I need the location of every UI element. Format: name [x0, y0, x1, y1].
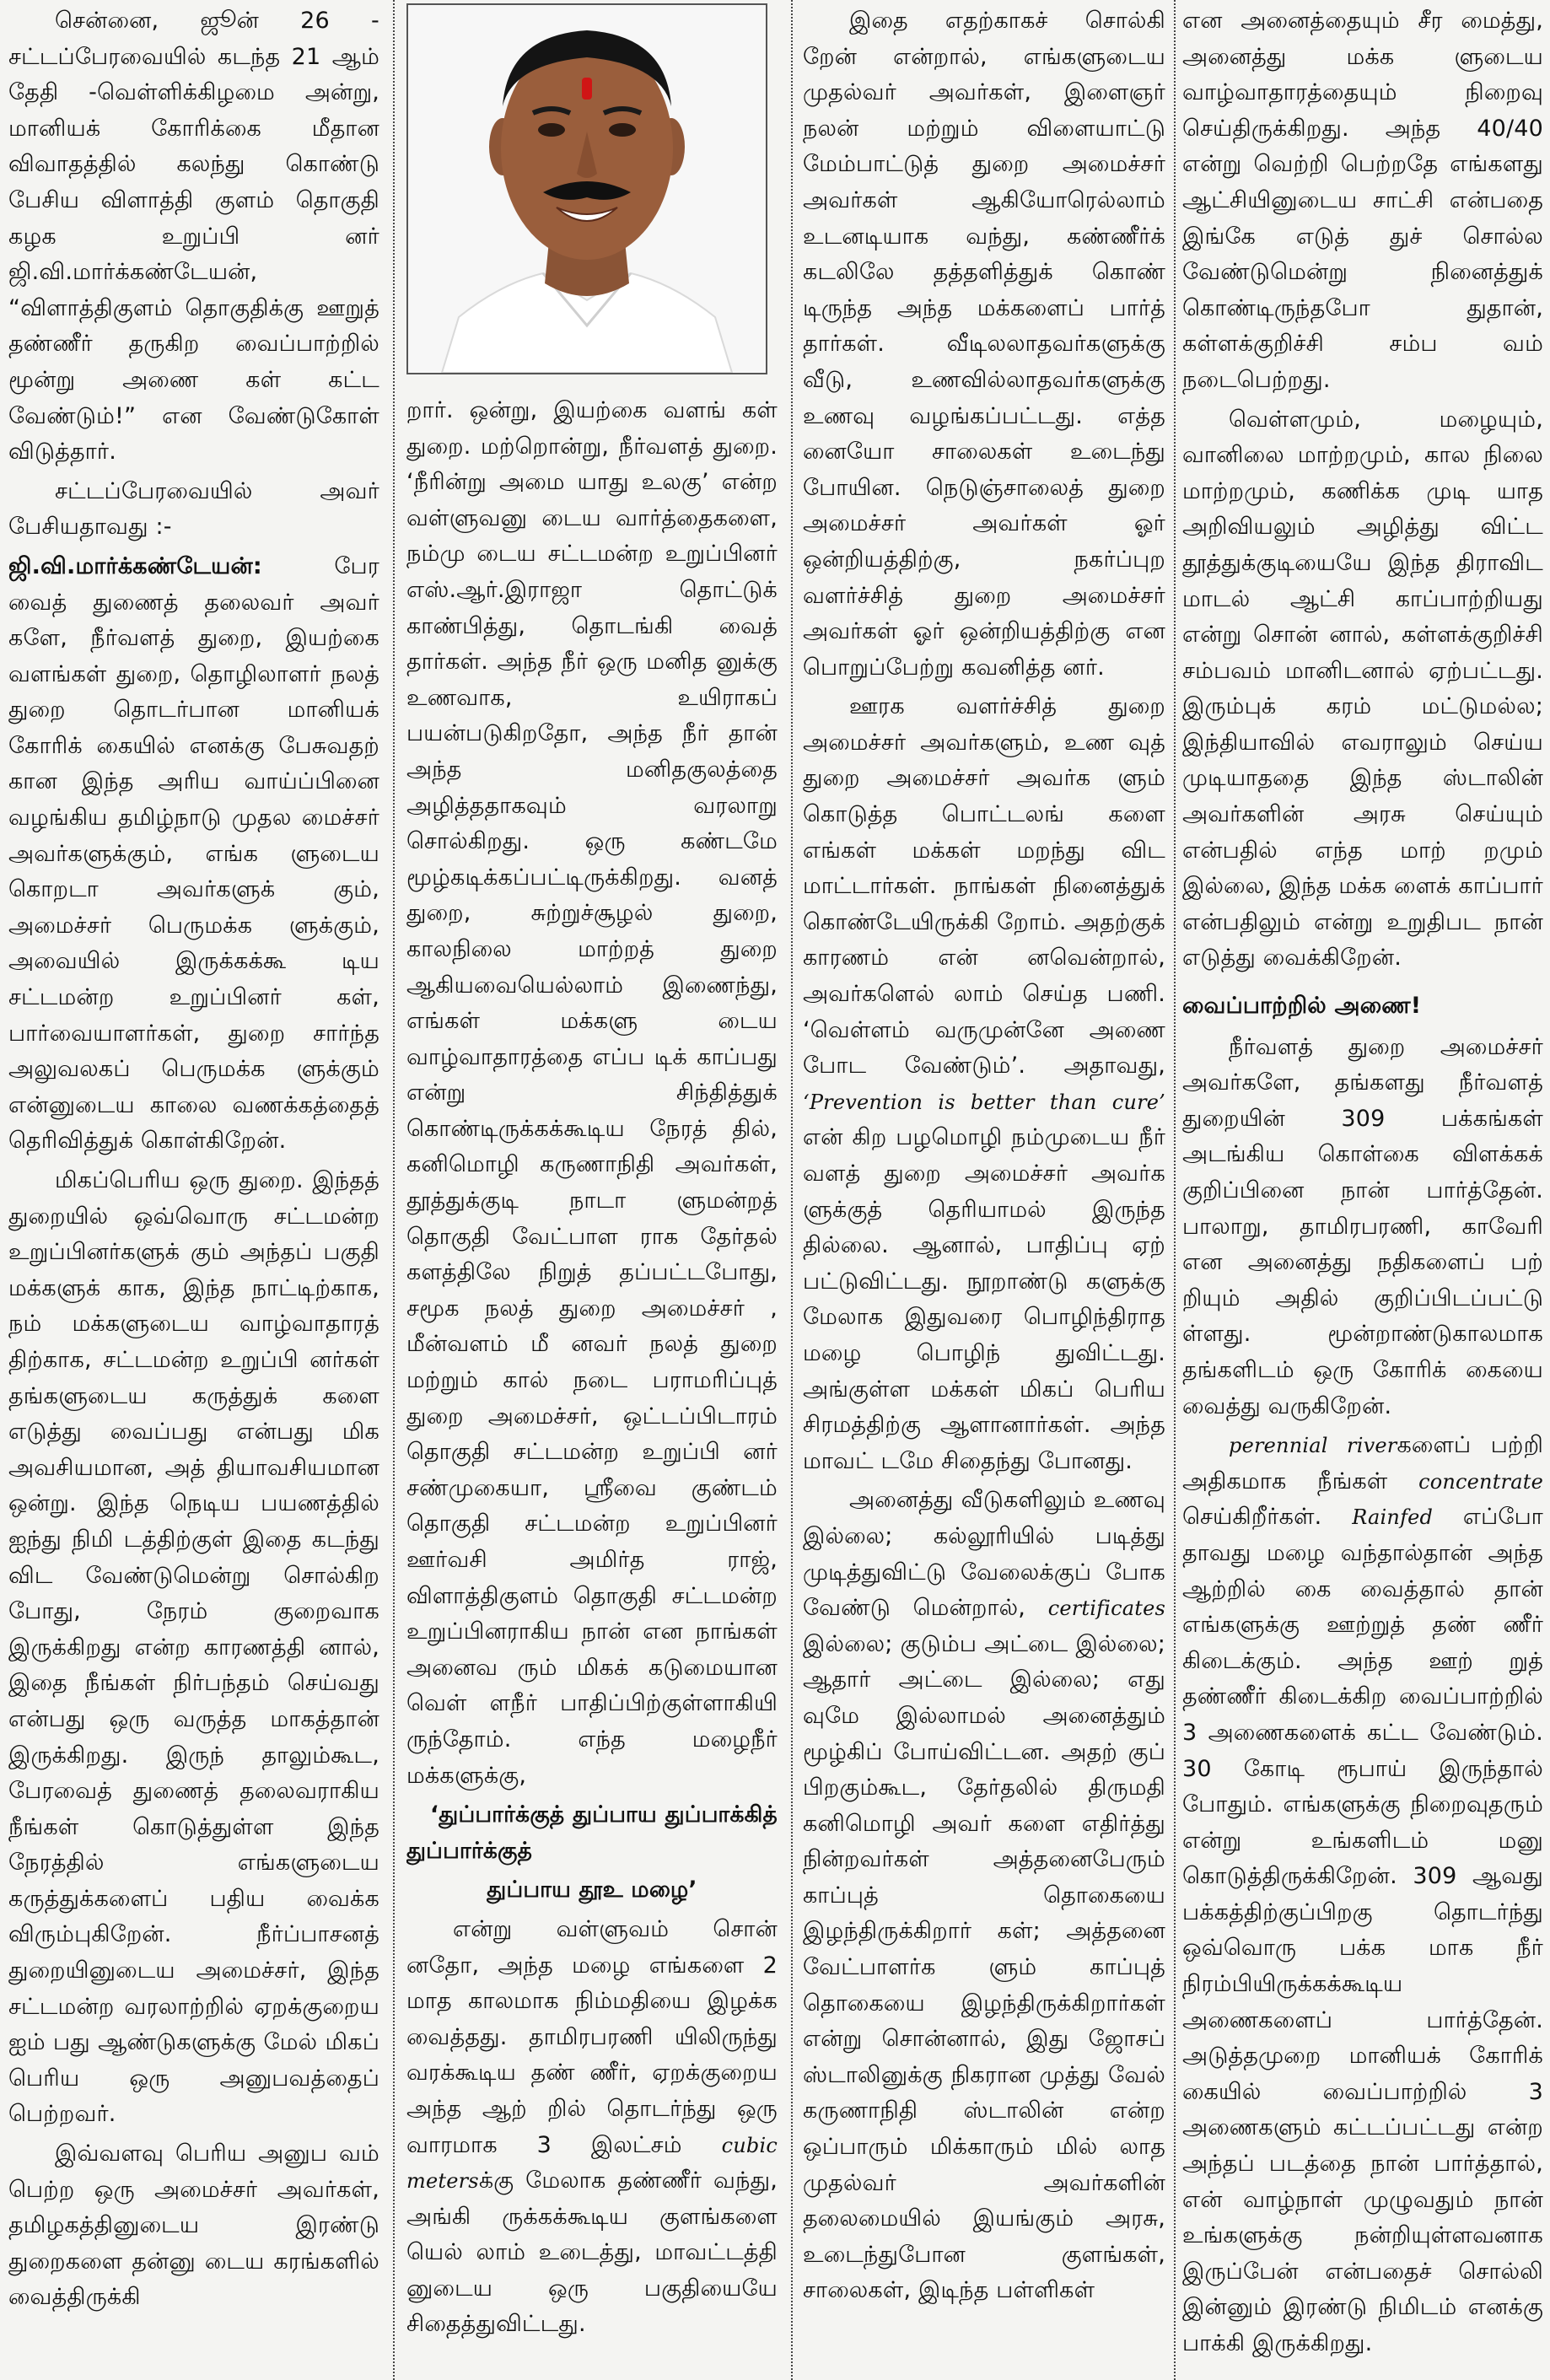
paragraph-text: என்று வள்ளுவம் சொன் னதோ, அந்த மழை எங்களை 2 மாத காலமாக நிம்மதியை இழக்க வைத்தது. தாமிரபரணி யிலிருந்து வரக்கூடிய தண் ணீர், ஏறக்குறைய அந்த ஆற் றில் தொடர்ந்து ஒரு வாரமாக 3 இலட்சம் — [406, 1915, 778, 2158]
column-separator — [1174, 0, 1176, 2380]
paragraph-text: இல்லை; குடும்ப அட்டை இல்லை; ஆதார் அட்டை இல்லை; எது வுமே இல்லாமல் அனைத்தும் மூழ்கிப் போய்விட்டன. அதற் குப் பிறகும்கூட, தேர்தலில் திருமதி கனிமொழி அவர் களை எதிர்த்து நின்றவர்கள் அத்தனைபேரும் காப்புத் தொகையை இழந்திருக்கிறார் கள்; அத்தனை வேட்பாளர்க ளும் காப்புத் தொகையை இழந்திருக்கிறார்கள் என்று சொன்னால், இது ஜோசப் ஸ்டாலினுக்கு நிகரான முத்து வேல் கருணாநிதி ஸ்டாலின் என்ற ஒப்பாரும் மிக்காரும் மில் லாத முதல்வர் அவர்களின் தலைமையில் இயங்கும் அரசு, உடைந்துபோன குளங்கள், சாலைகள், இடிந்த பள்ளிகள் — [803, 1630, 1165, 2304]
paragraph: நீர்வளத் துறை அமைச்சர் அவர்களே, தங்களது நீர்வளத் துறையின் 309 பக்கங்கள் அடங்கிய கொள்கை விளக்கக் குறிப்பினை நான் பார்த்தேன். பாலாறு, தாமிரபரணி, காவேரி என அனைத்து நதிகளைப் பற் றியும் அதில் குறிப்பிடப்பட்டு ள்ளது. மூன்றாண்டுகாலமாக தங்களிடம் ஒரு கோரிக் கையை வைத்து வருகிறேன். — [1182, 1033, 1543, 1419]
column-separator — [393, 0, 395, 2380]
paragraph-text: ஊரக வளர்ச்சித் துறை அமைச்சர் அவர்களும், உண வுத் துறை அமைச்சர் அவர்க ளும் கொடுத்த பொட்டலங் களை எங்கள் மக்கள் மறந்து விட மாட்டார்கள். நாங்கள் நினைத்துக் கொண்டேயிருக்கி றோம். அதற்குக் காரணம் என் னவென்றால், அவர்களெல் லாம் செய்த பணி. ‘வெள்ளம் வருமுன்னே அணை போட வேண்டும்’. அதாவது, — [803, 693, 1165, 1080]
paragraph — [803, 689, 1165, 1479]
paragraph: இதை எதற்காகச் சொல்கி றேன் என்றால், எங்களுடைய முதல்வர் அவர்கள், இளைஞர் நலன் மற்றும் விளையாட்டு மேம்பாட்டுத் துறை அமைச்சர் அவர்கள் ஆகியோரெல்லாம் உடனடியாக வந்து, கண்ணீர்க் கடலிலே தத்தளித்துக் கொண் டிருந்த அந்த மக்களைப் பார்த் தார்கள். வீடிலலாதவர்களுக்கு வீடு, உணவில்லாதவர்களுக்கு உணவு வழங்கப்பட்டது. எத்த னையோ சாலைகள் உடைந்து போயின. நெடுஞ்சாலைத் துறை அமைச்சர் அவர்கள் ஓர் ஒன்றியத்திற்கு, நகர்ப்புற வளர்ச்சித் துறை அமைச்சர் அவர்கள் ஓர் ஒன்றியத்திற்கு என பொறுப்பேற்று கவனித்த னர். — [803, 8, 1165, 681]
paragraph-text: என் கிற பழமொழி நம்முடைய நீர் வளத் துறை அமைச்சர் அவர்க ளுக்குத் தெரியாமல் இருந்த தில்லை. ஆனால், பாதிப்பு ஏற் பட்டுவிட்டது. நூறாண்டு களுக்கு மேலாக இதுவரை பொழிந்திராத மழை பொழிந் துவிட்டது. அங்குள்ள மக்கள் மிகப் பெரிய சிரமத்திற்கு ஆளானார்கள். அந்த மாவட் டமே சிதைந்து போனது. — [803, 1124, 1165, 1474]
paragraph: என அனைத்தையும் சீர மைத்து, அனைத்து மக்க ளுடைய வாழ்வாதாரத்தையும் நிறைவு செய்திருக்கிறது. அந்த 40/40 என்று வெற்றி பெற்றதே எங்களது ஆட்சியினுடைய சாட்சி என்பதை இங்கே எடுத் துச் சொல்ல வேண்டுமென்று நினைத்துக் கொண்டிருந்தபோ துதான், கள்ளக்குறிச்சி சம்ப வம் நடைபெற்றது. — [1182, 8, 1543, 393]
english-term: perennial river — [1229, 1434, 1397, 1458]
speech-text: பேர வைத் துணைத் தலைவர் அவர் களே, நீர்வளத் துறை, இயற்கை வளங்கள் துறை, தொழிலாளர் நலத் துறை தொடர்பான மானியக் கோரிக் கையில் எனக்கு பேசுவதற் கான இந்த அரிய வாய்ப்பினை வழங்கிய தமிழ்நாடு முதல மைச்சர் அவர்களுக்கும், எங்க ளுடைய கொறடா அவர்களுக் கும், அமைச்சர் பெருமக்க ளுக்கும், அவையில் இருக்கக்கூ டிய சட்டமன்ற உறுப்பினர் கள், பார்வையாளர்கள், துறை சார்ந்த அலுவலகப் பெருமக்க ளுக்கும் என்னுடைய காலை வணக்கத்தைத் தெரிவித்துக் கொள்கிறேன். — [8, 552, 379, 1155]
english-term: certificates — [1047, 1597, 1165, 1621]
english-term: concentrate — [1418, 1469, 1543, 1494]
thirukkural-quote-line-1: ‘துப்பார்க்குத் துப்பாய துப்பாக்கித் துப்பார்க்குத் — [406, 1801, 778, 1864]
paragraph — [1182, 1428, 1543, 2361]
speaker-name: ஜி.வி.மார்க்கண்டேயன்: — [8, 552, 262, 579]
portrait-image — [408, 5, 766, 373]
english-proverb: ‘Prevention is better than cure’ — [803, 1090, 1165, 1114]
dateline-paragraph: சென்னை, ஜூன் 26 - சட்டப்பேரவையில் கடந்த 21 ஆம் தேதி -வெள்ளிக்கிழமை அன்று, மானியக் கோரிக்கை மீதான விவாதத்தில் கலந்து கொண்டு பேசிய விளாத்தி குளம் தொகுதி கழக உறுப்பி னர் ஜி.வி.மார்க்கண்டேயன், “விளாத்திகுளம் தொகுதிக்கு ஊறுத் தண்ணீர் தருகிற வைப்பாற்றில் மூன்று அணை கள் கட்ட வேண்டும்!” என வேண்டுகோள் விடுத்தார். — [8, 8, 379, 466]
paragraph-text: எப்போ தாவது மழை வந்தால்தான் அந்த ஆற்றில் கை வைத்தால் தான் எங்களுக்கு ஊற்றுத் தண் ணீர் கிடைக்கும். அந்த ஊற் றுத் தண்ணீர் கிடைக்கிற வைப்பாற்றில் 3 அணைகளைக் கட்ட வேண்டும். 30 கோடி ரூபாய் இருந்தால் போதும். எங்களுக்கு நிறைவுதரும் என்று உங்களிடம் மனு கொடுத்திருக்கிறேன். 309 ஆவது பக்கத்திற்குப்பிறகு தொடர்ந்து ஒவ்வொரு பக்க மாக நீர் நிரம்பியிருக்கக்கூடிய அணைகளைப் பார்த்தேன். அடுத்தமுறை மானியக் கோரிக் கையில் வைப்பாற்றில் 3 அணைகளும் கட்டப்பட்டது என்ற அந்தப் படத்தை நான் பார்த்தால், என் வாழ்நாள் முழுவதும் நான் உங்களுக்கு நன்றியுள்ளவனாக இருப்பேன் என்பதைச் சொல்லி இன்னும் இரண்டு நிமிடம் எனக்கு பாக்கி இருக்கிறது. — [1182, 1504, 1543, 2356]
speech-paragraph — [8, 549, 379, 1160]
subheading: வைப்பாற்றில் அணை! — [1182, 993, 1422, 1020]
paragraph — [406, 1912, 778, 2343]
column-separator — [791, 0, 793, 2380]
english-term: Rainfed — [1352, 1505, 1434, 1530]
paragraph-text: அனைத்து வீடுகளிலும் உணவு இல்லை; கல்லூரியில் படித்து முடித்துவிட்டு வேலைக்குப் போக வேண்டு மென்றால், — [803, 1487, 1165, 1622]
english-term: cubic meters — [406, 2133, 778, 2194]
speech-intro: சட்டப்பேரவையில் அவர் பேசியதாவது :- — [8, 477, 379, 541]
paragraph-text: செய்கிறீர்கள். — [1182, 1504, 1322, 1531]
paragraph: இவ்வளவு பெரிய அனுப வம் பெற்ற ஒரு அமைச்சர் அவர்கள், தமிழகத்தினுடைய இரண்டு துறைகளை தன்னு டைய கரங்களில் வைத்திருக்கி — [8, 2140, 379, 2311]
paragraph — [803, 1483, 1165, 2309]
speaker-photo — [406, 3, 767, 374]
column-3 — [803, 0, 1165, 2380]
column-2 — [406, 0, 778, 2380]
paragraph-text: க்கு மேலாக தண்ணீர் வந்து, அங்கி ருக்கக்கூடிய குளங்களை யெல் லாம் உடைத்து, மாவட்டத்தி னுடைய ஒரு பகுதியையே சிதைத்துவிட்டது. — [406, 2167, 778, 2338]
paragraph: றார். ஒன்று, இயற்கை வளங் கள் துறை. மற்றொன்று, நீர்வளத் துறை. ‘நீரின்று அமை யாது உலகு’ என்ற வள்ளுவனு டைய வார்த்தைகளை, நம்மு டைய சட்டமன்ற உறுப்பினர் எஸ்.ஆர்.இராஜா தொட்டுக் காண்பித்து, தொடங்கி வைத் தார்கள். அந்த நீர் ஒரு மனித னுக்கு உணவாக, உயிராகப் பயன்படுகிறதோ, அந்த நீர் தான் அந்த மனிதகுலத்தை அழித்ததாகவும் வரலாறு சொல்கிறது. ஒரு கண்டமே மூழ்கடிக்கப்பட்டிருக்கிறது. வனத் துறை, சுற்றுச்சூழல் துறை, காலநிலை மாற்றத் துறை ஆகியவையெல்லாம் இணைந்து, எங்கள் மக்களு டைய வாழ்வாதாரத்தை எப்ப டிக் காப்பது என்று சிந்தித்துக் கொண்டிருக்கக்கூடிய நேரத் தில், கனிமொழி கருணாநிதி அவர்கள், தூத்துக்குடி நாடா ளுமன்றத் தொகுதி வேட்பாள ராக தேர்தல் களத்திலே நிறுத் தப்பட்டபோது, சமூக நலத் துறை அமைச்சர் , மீன்வளம் மீ னவர் நலத் துறை மற்றும் கால் நடை பராமரிப்புத் துறை அமைச்சர், ஒட்டப்பிடாரம் தொகுதி சட்டமன்ற உறுப்பி னர் சண்முகையா, ஸ்ரீவை குண்டம் தொகுதி சட்டமன்ற உறுப்பினர் ஊர்வசி அமிர்த ராஜ், விளாத்திகுளம் தொகுதி சட்டமன்ற உறுப்பினராகிய நான் என நாங்கள் அனைவ ரும் மிகக் கடுமையான வெள் ளநீர் பாதிப்பிற்குள்ளாகியி ருந்தோம். எந்த மழைநீர் மக்களுக்கு, — [406, 397, 778, 1789]
column-1 — [8, 0, 379, 2380]
paragraph: வெள்ளமும், மழையும், வானிலை மாற்றமும், கால நிலை மாற்றமும், கணிக்க முடி யாத அறிவியலும் அழித்து விட்ட தூத்துக்குடியையே இந்த திராவிட மாடல் ஆட்சி காப்பாற்றியது என்று சொன் னால், கள்ளக்குறிச்சி சம்பவம் மானிடனால் ஏற்பட்டது. இரும்புக் கரம் மட்டுமல்ல; இந்தியாவில் எவராலும் செய்ய முடியாததை இந்த ஸ்டாலின் அவர்களின் அரசு செய்யும் என்பதில் எந்த மாற் றமும் இல்லை, இந்த மக்க ளைக் காப்பார் என்பதிலும் என்று உறுதிபட நான் எடுத்து வைக்கிறேன். — [1182, 406, 1543, 972]
paragraph-text: களைப் பற்றி அதிகமாக நீங்கள் — [1182, 1432, 1543, 1494]
thirukkural-quote-line-2: துப்பாய தூஉ மழை’ — [487, 1877, 697, 1903]
paragraph: மிகப்பெரிய ஒரு துறை. இந்தத் துறையில் ஒவ்வொரு சட்டமன்ற உறுப்பினர்களுக் கும் அந்தப் பகுதி மக்களுக் காக, இந்த நாட்டிற்காக, நம் மக்களுடைய வாழ்வாதாரத் திற்காக, சட்டமன்ற உறுப்பி னர்கள் தங்களுடைய கருத்துக் களை எடுத்து வைப்பது என்பது மிக அவசியமான, அத் தியாவசியமான ஒன்று. இந்த நெடிய பயணத்தில் ஐந்து நிமி டத்திற்குள் இதை கடந்து விட வேண்டுமென்று சொல்கிற போது, நேரம் குறைவாக இருக்கிறது என்ற காரணத்தி னால், இதை நீங்கள் நிர்பந்தம் செய்வது என்பது ஒரு வருத்த மாகத்தான் இருக்கிறது. இருந் தாலும்கூட, பேரவைத் துணைத் தலைவராகிய நீங்கள் கொடுத்துள்ள இந்த நேரத்தில் எங்களுடைய கருத்துக்களைப் பதிய வைக்க விரும்புகிறேன். நீர்ப்பாசனத் துறையினுடைய அமைச்சர், இந்த சட்டமன்ற வரலாற்றில் ஏறக்குறைய ஐம் பது ஆண்டுகளுக்கு மேல் மிகப் பெரிய ஒரு அனுபவத்தைப் பெற்றவர். — [8, 1167, 379, 2128]
column-4 — [1182, 0, 1543, 2380]
